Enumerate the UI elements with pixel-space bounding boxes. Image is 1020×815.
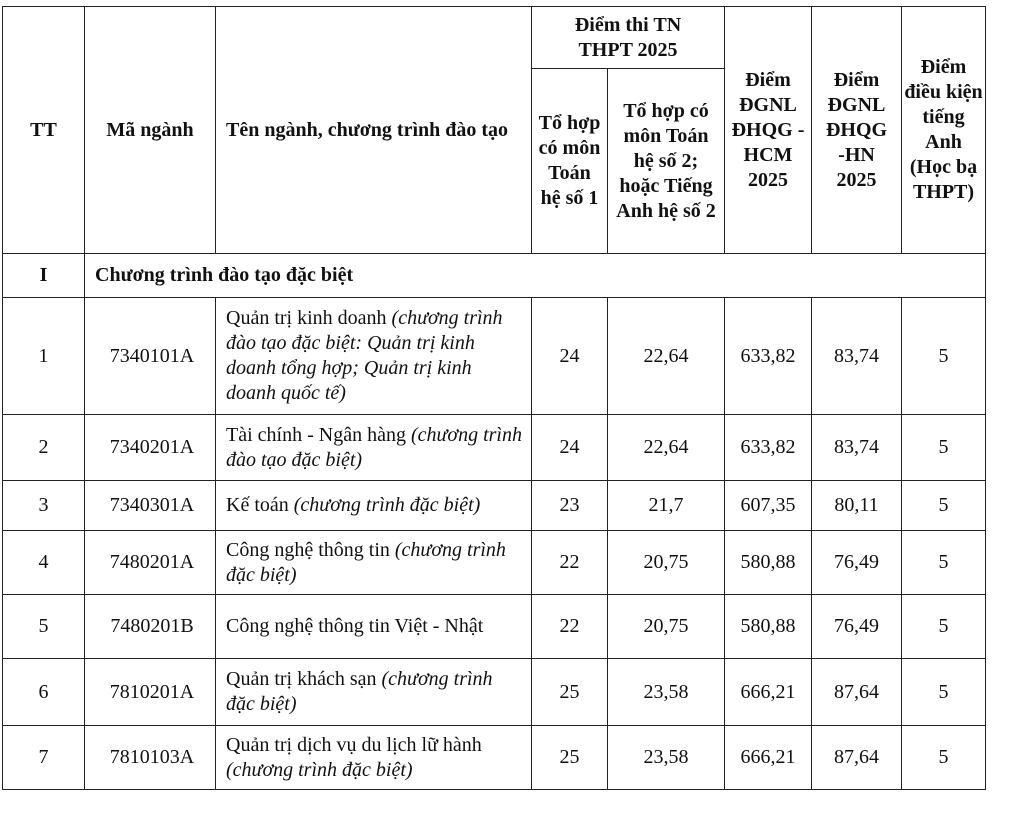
header-to-hop-2: Tổ hợp có môn Toán hệ số 2; hoặc Tiếng Anh hệ số 2 xyxy=(608,69,725,254)
program-name-text: Quản trị khách sạn xyxy=(226,668,377,690)
row-dgnl-hcm: 607,35 xyxy=(725,481,812,531)
program-name-text: Công nghệ thông tin Việt - Nhật xyxy=(226,615,484,637)
row-to-hop-1: 25 xyxy=(532,659,608,726)
section-number: I xyxy=(3,254,85,298)
row-dgnl-hcm: 580,88 xyxy=(725,595,812,659)
row-to-hop-2: 23,58 xyxy=(608,726,725,790)
row-to-hop-1: 22 xyxy=(532,531,608,595)
row-to-hop-2: 20,75 xyxy=(608,531,725,595)
row-dgnl-hn: 87,64 xyxy=(812,726,902,790)
row-to-hop-2: 23,58 xyxy=(608,659,725,726)
row-tt: 4 xyxy=(3,531,85,595)
row-dgnl-hcm: 633,82 xyxy=(725,415,812,481)
table-row xyxy=(3,595,986,659)
table-row xyxy=(3,659,986,726)
row-dgnl-hn: 76,49 xyxy=(812,595,902,659)
header-row-1 xyxy=(3,7,986,69)
row-code: 7340301A xyxy=(85,481,216,531)
program-note-text: (chương trình đặc biệt) xyxy=(226,538,506,586)
program-name-text: Quản trị kinh doanh xyxy=(226,307,387,329)
row-dgnl-hcm: 666,21 xyxy=(725,659,812,726)
program-note-text: (chương trình đào tạo đặc biệt: Quản trị kinh doanh tổng hợp; Quản trị kinh doanh quốc tế) xyxy=(226,307,503,404)
row-code: 7340201A xyxy=(85,415,216,481)
row-dgnl-hcm: 633,82 xyxy=(725,298,812,415)
row-program-name xyxy=(216,659,532,726)
row-tieng-anh: 5 xyxy=(902,481,986,531)
row-code: 7480201B xyxy=(85,595,216,659)
row-code: 7810103A xyxy=(85,726,216,790)
row-tt: 6 xyxy=(3,659,85,726)
row-dgnl-hn: 76,49 xyxy=(812,531,902,595)
row-tieng-anh: 5 xyxy=(902,415,986,481)
row-code: 7810201A xyxy=(85,659,216,726)
row-tt: 7 xyxy=(3,726,85,790)
header-dgnl-hn: Điểm ĐGNL ĐHQG -HN 2025 xyxy=(812,7,902,254)
table-row xyxy=(3,531,986,595)
row-to-hop-2: 22,64 xyxy=(608,415,725,481)
row-program-name xyxy=(216,726,532,790)
row-to-hop-1: 23 xyxy=(532,481,608,531)
table-row xyxy=(3,298,986,415)
row-code: 7480201A xyxy=(85,531,216,595)
row-tieng-anh: 5 xyxy=(902,726,986,790)
row-dgnl-hn: 87,64 xyxy=(812,659,902,726)
row-tieng-anh: 5 xyxy=(902,659,986,726)
row-tieng-anh: 5 xyxy=(902,595,986,659)
row-code: 7340101A xyxy=(85,298,216,415)
row-dgnl-hcm: 580,88 xyxy=(725,531,812,595)
program-name-text: Quản trị dịch vụ du lịch lữ hành xyxy=(226,733,482,756)
row-dgnl-hn: 83,74 xyxy=(812,298,902,415)
row-to-hop-2: 20,75 xyxy=(608,595,725,659)
row-tt: 2 xyxy=(3,415,85,481)
row-tieng-anh: 5 xyxy=(902,531,986,595)
admission-score-table xyxy=(2,6,986,790)
header-tieng-anh: Điểm điều kiện tiếng Anh (Học bạ THPT) xyxy=(902,7,986,254)
row-program-name xyxy=(216,481,532,531)
row-tt: 5 xyxy=(3,595,85,659)
program-note-text: (chương trình đặc biệt) xyxy=(226,668,493,715)
header-dgnl-hcm: Điểm ĐGNL ĐHQG -HCM 2025 xyxy=(725,7,812,254)
row-dgnl-hn: 80,11 xyxy=(812,481,902,531)
row-dgnl-hcm: 666,21 xyxy=(725,726,812,790)
program-note-text: (chương trình đào tạo đặc biệt) xyxy=(226,423,522,471)
header-diem-thi-group: Điểm thi TN THPT 2025 xyxy=(532,7,725,69)
program-name-text: Tài chính - Ngân hàng xyxy=(226,423,406,446)
row-dgnl-hn: 83,74 xyxy=(812,415,902,481)
program-note-text: (chương trình đặc biệt) xyxy=(226,758,413,781)
header-to-hop-1: Tổ hợp có môn Toán hệ số 1 xyxy=(532,69,608,254)
row-to-hop-2: 21,7 xyxy=(608,481,725,531)
row-program-name xyxy=(216,415,532,481)
header-tt: TT xyxy=(3,7,85,254)
header-ten-nganh: Tên ngành, chương trình đào tạo xyxy=(216,7,532,254)
row-to-hop-1: 22 xyxy=(532,595,608,659)
row-to-hop-1: 24 xyxy=(532,415,608,481)
row-tieng-anh: 5 xyxy=(902,298,986,415)
section-row xyxy=(3,254,986,298)
header-ma-nganh: Mã ngành xyxy=(85,7,216,254)
row-to-hop-1: 25 xyxy=(532,726,608,790)
row-program-name xyxy=(216,531,532,595)
table-row xyxy=(3,415,986,481)
section-title: Chương trình đào tạo đặc biệt xyxy=(85,254,986,298)
row-to-hop-2: 22,64 xyxy=(608,298,725,415)
table-row xyxy=(3,481,986,531)
row-to-hop-1: 24 xyxy=(532,298,608,415)
program-name-text: Công nghệ thông tin xyxy=(226,538,390,561)
row-tt: 3 xyxy=(3,481,85,531)
row-program-name xyxy=(216,298,532,415)
row-program-name xyxy=(216,595,532,659)
row-tt: 1 xyxy=(3,298,85,415)
table-row xyxy=(3,726,986,790)
program-name-text: Kế toán xyxy=(226,494,289,516)
program-note-text: (chương trình đặc biệt) xyxy=(293,494,481,516)
